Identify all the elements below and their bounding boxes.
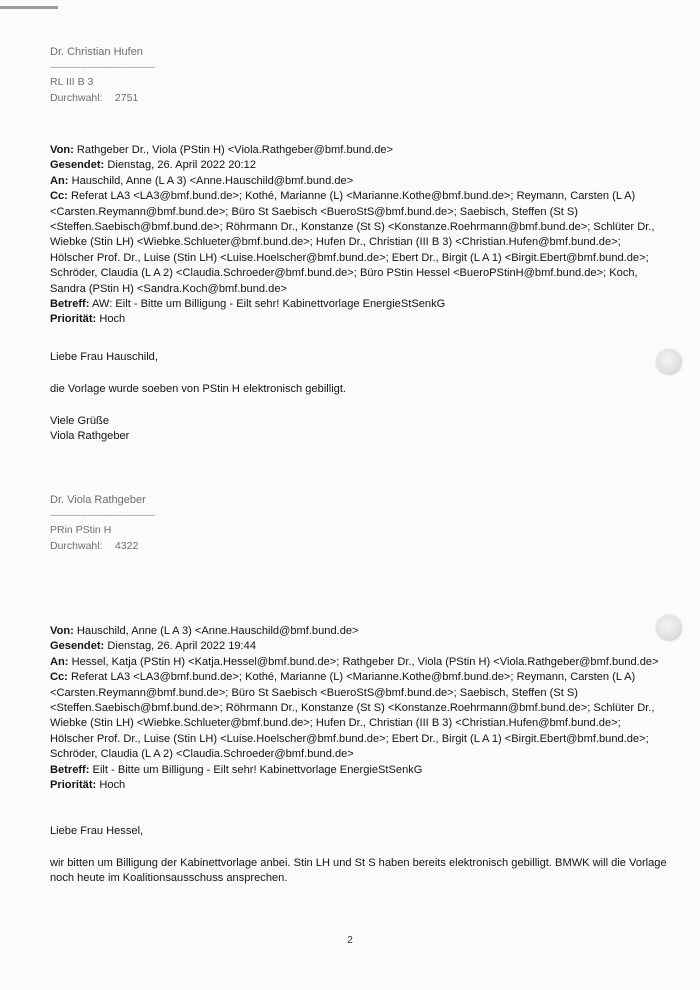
priority-label: Priorität: (50, 313, 97, 326)
sent-value: Dienstag, 26. April 2022 19:44 (107, 640, 256, 653)
signature-unit: RL III B 3 (50, 76, 94, 88)
from-label: Von: (50, 625, 74, 637)
subject-value: Eilt - Bitte um Billigung - Eilt sehr! Kabinettvorlage EnergieStSenkG (92, 763, 423, 776)
email-to-row (50, 655, 660, 670)
page-number: 2 (347, 935, 353, 946)
cc-value: Referat LA3 <LA3@bmf.bund.de>; Kothé, Marianne (L) <Marianne.Kothe@bmf.bund.de>; Reymann, Carsten (L A) <Carsten.Reymann@bmf.bund.de>; Büro St Saebisch <BueroStS@bmf.bund.de>; Saebisch, Steffen (St S) <Steffen.Saebisch@bmf.bund.de>; Röhrmann Dr., Konstanze (St S) <Konstanze.Roehrmann@bmf.bund.de>; Schlüter Dr., Wiebke (Stin LH) <Wiebke.Schlueter@bmf.bund.de>; Hufen Dr., Christian (III B 3) <Christian.Hufen@bmf.bund.de>; Hölscher Prof. Dr., Luise (Stin LH) <Luise.Hoelscher@bmf.bund.de>; Ebert Dr., Birgit (L A 1) <Birgit.Ebert@bmf.bund.de>; Schröder, Claudia (L A 2) <Claudia.Schroeder@bmf.bund.de>; Büro PStin Hessel <BueroPStinH@bmf.bund.de>; Koch, Sandra (PStin H) <Sandra.Koch@bmf.bund.de> (50, 190, 655, 295)
email-body: wir bitten um Billigung der Kabinettvorlage anbei. Stin LH und St S haben bereits elektronisch gebilligt. BMWK will die Vorlage noch heute im Koalitionsausschuss ansprechen. (50, 857, 667, 885)
email-greeting: Liebe Frau Hauschild, (50, 351, 158, 363)
priority-label: Priorität: (50, 779, 97, 792)
signature-phone-row (50, 538, 155, 554)
from-label: Von: (50, 144, 74, 156)
punch-hole (656, 615, 682, 641)
to-value: Hessel, Katja (PStin H) <Katja.Hessel@bmf.bund.de>; Rathgeber Dr., Viola (PStin H) <Viola.Rathgeber@bmf.bund.de> (71, 655, 659, 668)
email-sent-row (50, 158, 660, 173)
email-subject-row (50, 763, 660, 778)
email-subject-row (50, 297, 660, 312)
cc-label: Cc: (50, 190, 68, 203)
from-value: Hauschild, Anne (L A 3) <Anne.Hauschild@bmf.bund.de> (76, 625, 359, 637)
email-priority-row (50, 312, 660, 327)
signature-name: Dr. Viola Rathgeber (50, 494, 146, 506)
signature-block-hufen (50, 44, 155, 106)
from-value: Rathgeber Dr., Viola (PStin H) <Viola.Rathgeber@bmf.bund.de> (76, 144, 394, 156)
email-sent-row (50, 639, 660, 654)
to-value: Hauschild, Anne (L A 3) <Anne.Hauschild@bmf.bund.de> (71, 174, 354, 187)
email-cc-row (50, 189, 660, 297)
signature-divider: ------------------------------------------ (50, 510, 155, 520)
subject-label: Betreff: (50, 763, 90, 776)
cc-value: Referat LA3 <LA3@bmf.bund.de>; Kothé, Marianne (L) <Marianne.Kothe@bmf.bund.de>; Reymann, Carsten (L A) <Carsten.Reymann@bmf.bund.de>; Büro St Saebisch <BueroStS@bmf.bund.de>; Saebisch, Steffen (St S) <Steffen.Saebisch@bmf.bund.de>; Röhrmann Dr., Konstanze (St S) <Konstanze.Roehrmann@bmf.bund.de>; Schlüter Dr., Wiebke (Stin LH) <Wiebke.Schlueter@bmf.bund.de>; Hufen Dr., Christian (III B 3) <Christian.Hufen@bmf.bund.de>; Hölscher Prof. Dr., Luise (Stin LH) <Luise.Hoelscher@bmf.bund.de>; Ebert Dr., Birgit (L A 1) <Birgit.Ebert@bmf.bund.de>; Schröder, Claudia (L A 2) <Claudia.Schroeder@bmf.bund.de> (50, 671, 655, 761)
priority-value: Hoch (99, 779, 126, 792)
to-label: An: (50, 174, 69, 187)
email-header-2 (50, 624, 660, 793)
email-greeting: Liebe Frau Hessel, (50, 825, 144, 837)
email-priority-row (50, 778, 660, 793)
signature-block-rathgeber (50, 492, 155, 554)
signature-name: Dr. Christian Hufen (50, 46, 143, 58)
email-body: die Vorlage wurde soeben von PStin H elektronisch gebilligt. (50, 383, 347, 395)
signature-divider: ------------------------------------------ (50, 62, 155, 72)
signature-phone-label: Durchwahl: (50, 540, 103, 552)
to-label: An: (50, 655, 69, 668)
signature-phone: 2751 (114, 92, 139, 104)
signature-phone: 4322 (114, 540, 139, 552)
email-closing: Viele Grüße (50, 415, 109, 427)
email-from-row (50, 624, 660, 639)
scan-top-rule (0, 6, 58, 9)
email-from-row (50, 143, 660, 158)
signature-unit: PRin PStin H (50, 524, 112, 536)
punch-hole (656, 349, 682, 375)
sent-label: Gesendet: (50, 640, 105, 653)
priority-value: Hoch (99, 313, 126, 326)
subject-label: Betreff: (50, 298, 90, 311)
signature-phone-row (50, 90, 155, 106)
email-closing-name: Viola Rathgeber (50, 430, 130, 442)
signature-phone-label: Durchwahl: (50, 92, 103, 104)
sent-value: Dienstag, 26. April 2022 20:12 (107, 159, 256, 172)
email-to-row (50, 174, 660, 189)
email-cc-row (50, 670, 660, 762)
cc-label: Cc: (50, 671, 68, 684)
email-header-1 (50, 143, 660, 328)
subject-value: AW: Eilt - Bitte um Billigung - Eilt sehr! Kabinettvorlage EnergieStSenkG (91, 298, 446, 311)
sent-label: Gesendet: (50, 159, 105, 172)
